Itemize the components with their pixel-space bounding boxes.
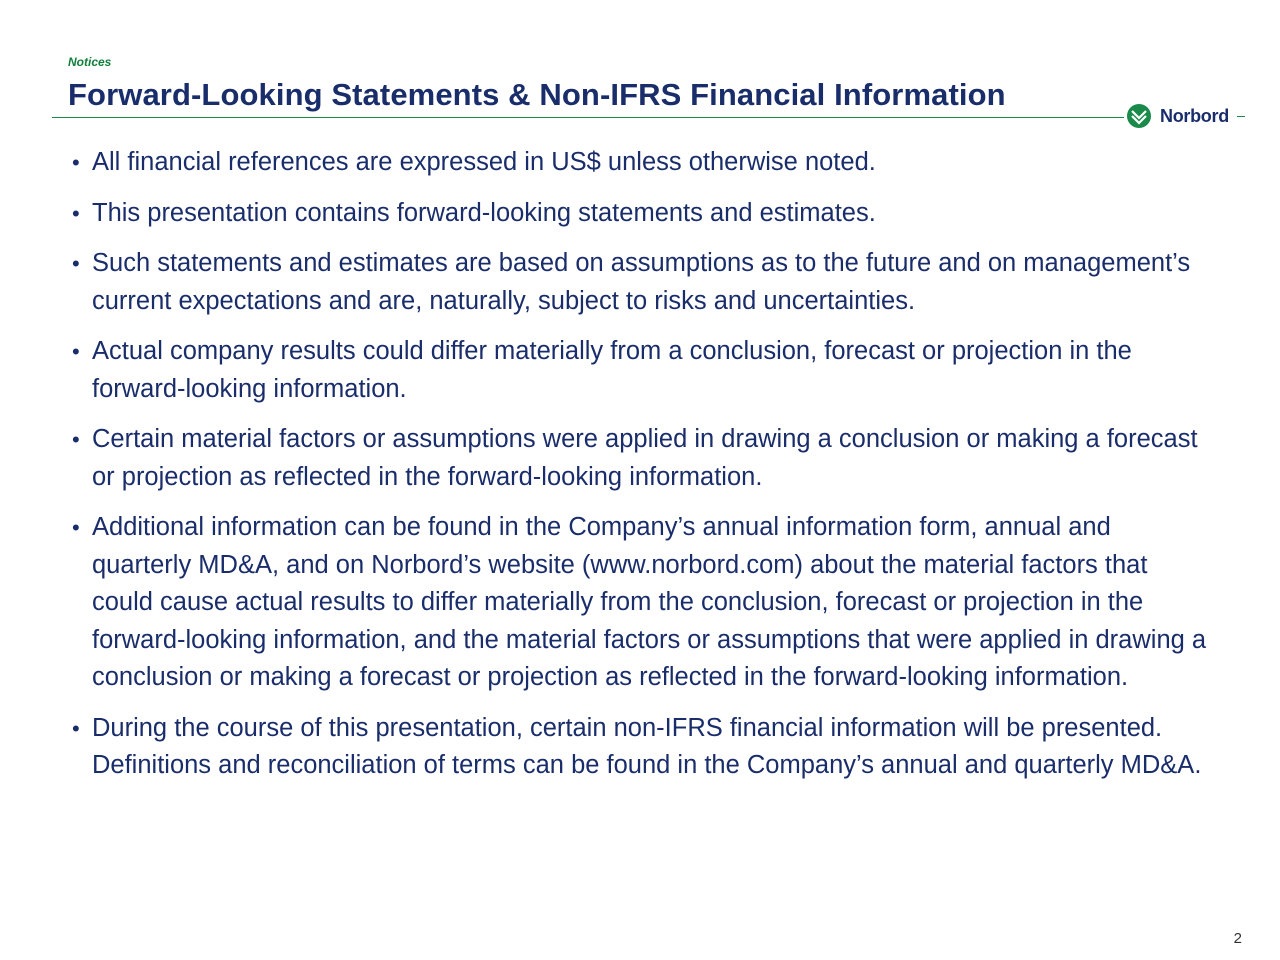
bullet-text: Additional information can be found in the Company’s annual information form, annual and quarterly MD&A, and on Norbord’s website (www.norbord.com) about the material factors that could cause actual results to differ materially from the conclusion, forecast or projection in the forward-looking information, and the material factors or assumptions that were applied in drawing a conclusion or making a forecast or projection as reflected in the forward-looking information. <box>92 513 1207 691</box>
norbord-logo <box>1126 102 1245 130</box>
bullet-text: This presentation contains forward-looking statements and estimates. <box>92 198 876 227</box>
bullet-item <box>72 421 1212 496</box>
bullet-text: Such statements and estimates are based on assumptions as to the future and on management’s current expectations and are, naturally, subject to risks and uncertainties. <box>92 249 1191 315</box>
section-kicker: Notices <box>68 55 112 69</box>
bullet-dot-icon: • <box>72 251 80 276</box>
bullet-text: During the course of this presentation, certain non-IFRS financial information will be presented. Definitions and reconciliation of terms can be found in the Company’s annual and quarterly MD&A. <box>92 713 1202 779</box>
bullet-item <box>72 195 1212 233</box>
bullet-item <box>72 245 1212 320</box>
logo-tail-divider <box>1237 116 1245 117</box>
bullet-text: Certain material factors or assumptions were applied in drawing a conclusion or making a forecast or projection as reflected in the forward-looking information. <box>92 425 1198 491</box>
title-divider <box>52 117 1124 118</box>
bullet-item <box>72 333 1212 408</box>
norbord-logo-icon <box>1126 103 1152 129</box>
bullet-dot-icon: • <box>72 200 80 226</box>
bullet-text: Actual company results could differ materially from a conclusion, forecast or projection in the forward-looking information. <box>92 337 1132 403</box>
bullet-text: All financial references are expressed in US$ unless otherwise noted. <box>92 148 876 176</box>
bullet-item <box>72 509 1212 697</box>
bullet-item <box>72 710 1212 785</box>
bullet-dot-icon: • <box>72 515 80 540</box>
logo-wordmark: Norbord <box>1160 105 1229 126</box>
page-number: 2 <box>1233 930 1242 947</box>
bullet-dot-icon: • <box>72 339 80 364</box>
bullet-item <box>72 144 1212 182</box>
bullet-dot-icon: • <box>72 715 80 741</box>
bullet-dot-icon: • <box>72 427 80 452</box>
bullet-list <box>72 144 1212 798</box>
bullet-dot-icon: • <box>72 150 80 175</box>
page-title: Forward-Looking Statements & Non-IFRS Financial Information <box>68 77 1006 112</box>
